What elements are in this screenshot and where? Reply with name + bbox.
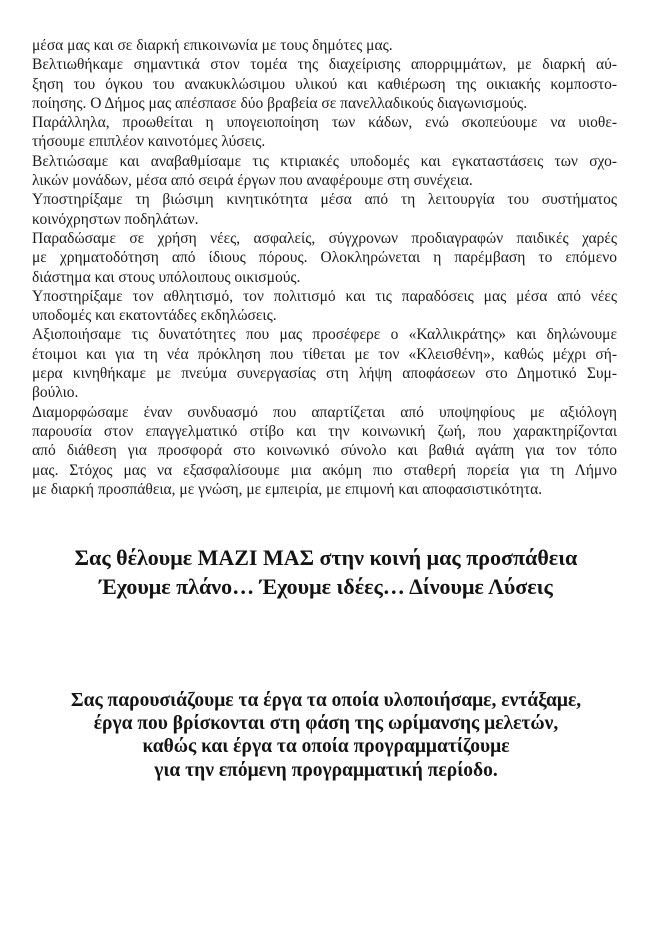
body-line: μερα κινηθήκαμε με πνεύμα συνεργασίας στη λήψη αποφάσεων στο Δημοτικό Συμ- bbox=[32, 365, 617, 383]
body-line: ποίησης. Ο Δήμος μας απέσπασε δύο βραβεία σε πανελλαδικούς διαγωνισμούς. bbox=[32, 94, 528, 112]
body-line: Παράλληλα, προωθείται η υπογειοποίηση των κάδων, ενώ σκοπεύουμε να υιοθε- bbox=[32, 114, 617, 132]
body-line: με διαρκή προσπάθεια, με γνώση, με εμπειρία, με επιμονή και αποφασιστικότητα. bbox=[32, 480, 543, 498]
body-line: βούλιο. bbox=[32, 384, 79, 402]
body-line: ξηση του όγκου του ανακυκλώσιμου υλικού και καθιέρωση της οικιακής κομποστο- bbox=[32, 75, 617, 93]
intro-block bbox=[0, 689, 652, 782]
body-line: Παραδώσαμε σε χρήση νέες, ασφαλείς, σύγχρονων προδιαγραφών παιδικές χαρές bbox=[32, 229, 617, 247]
intro-line-2: έργα που βρίσκονται στη φάση της ωρίμανσης μελετών, bbox=[93, 713, 559, 735]
body-line: διάστημα και στους υπόλοιπους οικισμούς. bbox=[32, 268, 301, 286]
body-text-block bbox=[32, 36, 617, 499]
body-line: Υποστηρίξαμε τη βιώσιμη κινητικότητα μέσα από τη λειτουργία του συστήματος bbox=[32, 191, 617, 209]
body-line: έτοιμοι και για τη νέα πρόκληση που τίθεται με τον «Κλεισθένη», καθώς μέχρι σή- bbox=[32, 345, 617, 363]
slogan-block bbox=[0, 543, 652, 601]
body-line: μέσα μας και σε διαρκή επικοινωνία με τους δημότες μας. bbox=[32, 37, 393, 54]
slogan-line-1: Σας θέλουμε ΜΑΖΙ ΜΑΣ στην κοινή μας προσπάθεια bbox=[74, 545, 578, 570]
body-line: τήσουμε επιπλέον καινοτόμες λύσεις. bbox=[32, 133, 266, 151]
body-line: Βελτιωθήκαμε σημαντικά στον τομέα της διαχείρισης απορριμμάτων, με διαρκή αύ- bbox=[32, 56, 617, 74]
body-line: υποδομές και εκατοντάδες εκδηλώσεις. bbox=[32, 307, 277, 325]
body-line: Διαμορφώσαμε έναν συνδυασμό που απαρτίζεται από υποψηφίους με αξιόλογη bbox=[32, 403, 617, 421]
body-line: κοινόχρηστων ποδηλάτων. bbox=[32, 210, 199, 228]
intro-line-3: καθώς και έργα τα οποία προγραμματίζουμε bbox=[142, 736, 510, 758]
body-line: Υποστηρίξαμε τον αθλητισμό, τον πολιτισμό και τις παραδόσεις μας μέσα από νέες bbox=[32, 287, 617, 305]
intro-line-1: Σας παρουσιάζουμε τα έργα τα οποία υλοποιήσαμε, εντάξαμε, bbox=[70, 690, 582, 711]
body-line: Αξιοποιήσαμε τις δυνατότητες που μας προσέφερε ο «Καλλικράτης» και δηλώνουμε bbox=[32, 326, 617, 344]
body-line: παρουσία στον επαγγελματικό στίβο και την κοινωνική ζωή, που χαρακτηρίζονται bbox=[32, 422, 617, 440]
body-line: με χρηματοδότηση από ίδιους πόρους. Ολοκληρώνεται η παρέμβαση το επόμενο bbox=[32, 249, 617, 267]
body-line: λικών μονάδων, μέσα από σειρά έργων που αναφέρουμε στη συνέχεια. bbox=[32, 172, 473, 190]
slogan-line-2: Έχουμε πλάνο… Έχουμε ιδέες… Δίνουμε Λύσεις bbox=[99, 574, 553, 599]
body-line: από διάθεση για προσφορά στο κοινωνικό σύνολο και βαθιά αγάπη για τον τόπο bbox=[32, 442, 617, 460]
intro-line-4: για την επόμενη προγραμματική περίοδο. bbox=[154, 759, 498, 781]
body-line: Βελτιώσαμε και αναβαθμίσαμε τις κτιριακές υποδομές και εγκαταστάσεις των σχο- bbox=[32, 152, 617, 170]
body-line: μας. Στόχος μας να εξασφαλίσουμε μια ακόμη πιο σταθερή πορεία για τη Λήμνο bbox=[32, 461, 617, 479]
